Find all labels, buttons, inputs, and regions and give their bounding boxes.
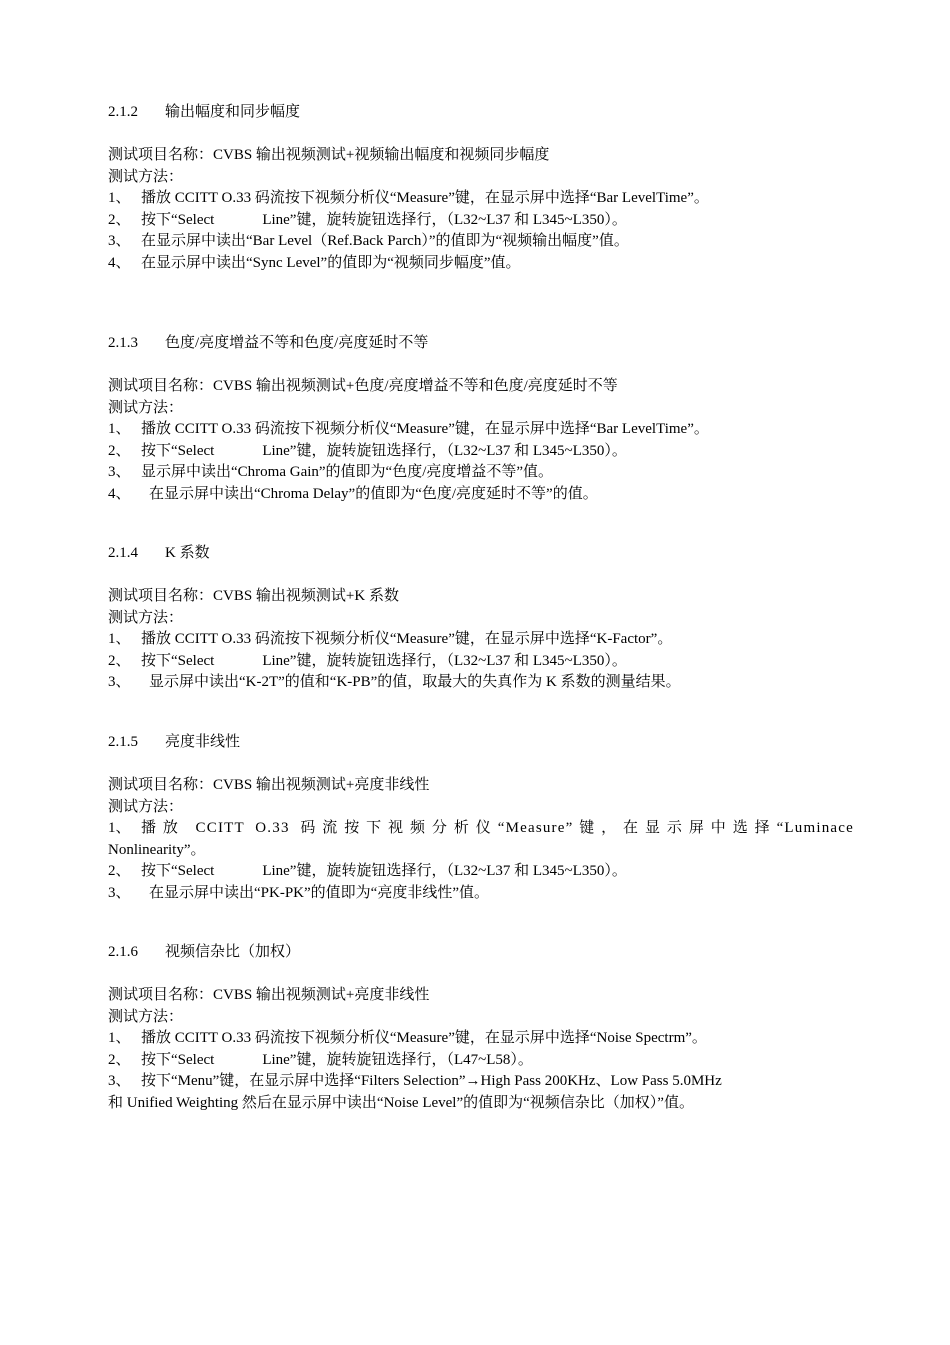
test-method-label: 测试方法：: [108, 609, 184, 626]
step-index: 1、: [108, 631, 131, 647]
step-index: 2、: [108, 211, 131, 228]
section-heading: [108, 333, 868, 354]
test-method-label: 测试方法：: [108, 798, 184, 815]
step-text: 在显示屏中读出“Sync Level”的值即为“视频同步幅度”值。: [141, 254, 521, 271]
section-heading: [108, 732, 868, 753]
step-index: 3、: [108, 884, 131, 901]
step-text-part: Line”键，旋转旋钮选择行，（L32~L37 和 L345~L350）。: [262, 442, 627, 459]
section-title: 视频信杂比（加权）: [165, 944, 301, 960]
step-1: [108, 419, 868, 441]
step-2: [108, 651, 868, 673]
step-index: 1、: [108, 1030, 131, 1046]
step-index: 2、: [108, 442, 131, 459]
step-4: [108, 484, 868, 506]
step-index: 2、: [108, 863, 131, 879]
step-text-part: Line”键，旋转旋钮选择行，（L47~L58）。: [262, 1051, 533, 1068]
test-method-label: 测试方法：: [108, 399, 184, 416]
step-2: [108, 210, 868, 232]
section-title: K 系数: [165, 545, 210, 561]
step-1: [108, 188, 868, 210]
test-item-name: 测试项目名称：CVBS 输出视频测试+视频输出幅度和视频同步幅度: [108, 147, 550, 163]
section-2-1-4: [108, 543, 868, 694]
step-2: [108, 441, 868, 463]
test-item-name: 测试项目名称：CVBS 输出视频测试+亮度非线性: [108, 777, 430, 793]
section-number: 2.1.3: [108, 335, 138, 351]
step-text: [141, 210, 868, 232]
section-2-1-2: [108, 102, 868, 274]
step-2: [108, 1050, 868, 1072]
section-number: 2.1.6: [108, 944, 138, 960]
step-text-part: 按下“Select: [141, 863, 215, 879]
step-text-part: 按下“Select: [141, 442, 215, 459]
step-text: 在显示屏中读出“PK-PK”的值即为“亮度非线性”值。: [149, 884, 489, 901]
section-2-1-6: [108, 942, 868, 1114]
step-3: [108, 672, 868, 694]
step-index: 2、: [108, 1051, 131, 1068]
step-text: 按下“Menu”键，在显示屏中选择“Filters Selection”→High Pass 200KHz、Low Pass 5.0MHz: [141, 1073, 722, 1089]
step-1: [108, 1028, 868, 1050]
section-title: 输出幅度和同步幅度: [165, 104, 301, 120]
step-text-part: Line”键，旋转旋钮选择行，（L32~L37 和 L345~L350）。: [262, 863, 627, 879]
test-method-label: 测试方法：: [108, 168, 184, 185]
step-index: 4、: [108, 254, 131, 271]
step-index: 4、: [108, 485, 131, 502]
step-text: 显示屏中读出“Chroma Gain”的值即为“色度/亮度增益不等”值。: [141, 464, 554, 480]
step-text: 在显示屏中读出“Chroma Delay”的值即为“色度/亮度延时不等”的值。: [149, 485, 598, 502]
step-1: [108, 818, 854, 840]
step-index: 3、: [108, 233, 131, 249]
step-index: 3、: [108, 674, 131, 690]
step-text-part: Line”键，旋转旋钮选择行，（L32~L37 和 L345~L350）。: [262, 211, 627, 228]
section-2-1-5: [108, 732, 868, 904]
step-index: 3、: [108, 464, 131, 480]
step-2: [108, 861, 868, 883]
test-item-name: 测试项目名称：CVBS 输出视频测试+K 系数: [108, 588, 399, 604]
step-4: [108, 253, 868, 275]
step-text: [141, 651, 868, 673]
step-text: 显示屏中读出“K-2T”的值和“K-PB”的值，取最大的失真作为 K 系数的测量结果。: [149, 674, 681, 690]
step-index: 2、: [108, 652, 131, 669]
step-index: 3、: [108, 1073, 131, 1089]
step-index: 1、: [108, 190, 131, 206]
step-text: 播放 CCITT O.33 码流按下视频分析仪“Measure”键，在显示屏中选择“Bar LevelTime”。: [141, 421, 709, 437]
step-text-part: 按下“Select: [141, 652, 215, 669]
section-heading: [108, 543, 868, 564]
section-heading: [108, 102, 868, 123]
step-text: 播放 CCITT O.33 码流按下视频分析仪“Measure”键，在显示屏中选择“Luminace: [141, 820, 854, 836]
step-3: [108, 883, 868, 905]
step-3: [108, 231, 868, 253]
step-3: [108, 462, 868, 484]
test-method-label: 测试方法：: [108, 1008, 184, 1025]
test-item-name: 测试项目名称：CVBS 输出视频测试+色度/亮度增益不等和色度/亮度延时不等: [108, 378, 618, 394]
section-number: 2.1.5: [108, 734, 138, 750]
step-3: [108, 1071, 868, 1093]
step-text: [141, 861, 868, 883]
step-text: 在显示屏中读出“Bar Level（Ref.Back Parch）”的值即为“视频输出幅度”值。: [141, 233, 629, 249]
section-2-1-3: [108, 333, 868, 505]
step-text: [141, 1050, 868, 1072]
step-1-continuation: Nonlinearity”。: [108, 841, 206, 858]
step-text: 播放 CCITT O.33 码流按下视频分析仪“Measure”键，在显示屏中选择“Bar LevelTime”。: [141, 190, 709, 206]
step-1: [108, 629, 868, 651]
section-number: 2.1.2: [108, 104, 138, 120]
step-index: 1、: [108, 421, 131, 437]
step-text: 播放 CCITT O.33 码流按下视频分析仪“Measure”键，在显示屏中选择“K-Factor”。: [141, 631, 673, 647]
step-text: 播放 CCITT O.33 码流按下视频分析仪“Measure”键，在显示屏中选择“Noise Spectrm”。: [141, 1030, 707, 1046]
section-title: 亮度非线性: [165, 734, 241, 750]
test-item-name: 测试项目名称：CVBS 输出视频测试+亮度非线性: [108, 987, 430, 1003]
step-text-part: Line”键，旋转旋钮选择行，（L32~L37 和 L345~L350）。: [262, 652, 627, 669]
section-number: 2.1.4: [108, 545, 138, 561]
step-index: 1、: [108, 820, 131, 836]
section-title: 色度/亮度增益不等和色度/亮度延时不等: [165, 335, 429, 351]
step-text-part: 按下“Select: [141, 1051, 215, 1068]
step-3-continuation: 和 Unified Weighting 然后在显示屏中读出“Noise Level”的值即为“视频信杂比（加权）”值。: [108, 1094, 694, 1111]
step-text-part: 按下“Select: [141, 211, 215, 228]
section-heading: [108, 942, 868, 963]
step-text: [141, 441, 868, 463]
